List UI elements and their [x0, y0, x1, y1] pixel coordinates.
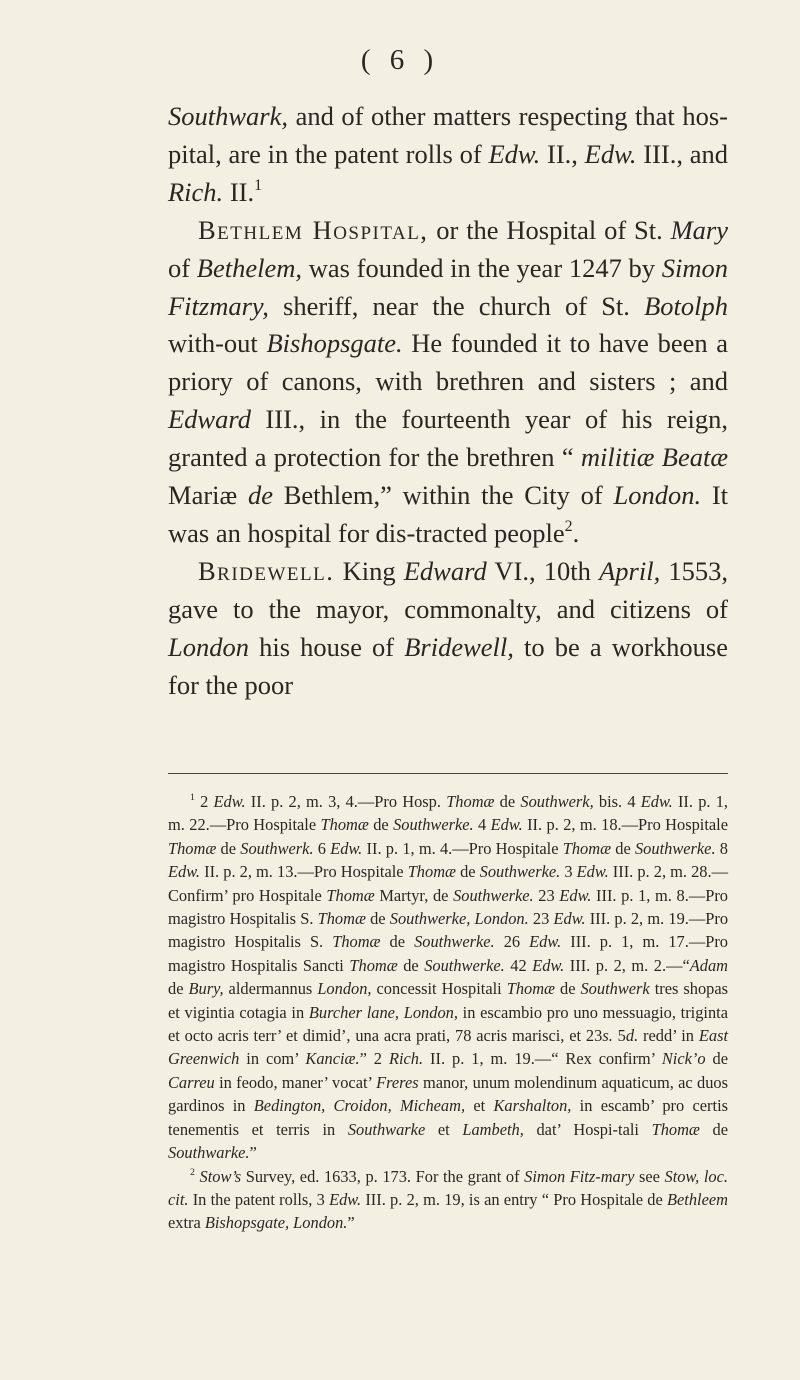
footnotes: [168, 790, 728, 1235]
italic-text: Southwerke.: [453, 885, 534, 905]
text-run: in escambio pro uno messuagio, triginta et octo acris terr’ et dimid’, una acra prati, 78 acris marisci, et 23: [168, 1002, 728, 1046]
italic-text: Edw.: [532, 955, 565, 975]
footnote-marker: 1: [190, 792, 195, 804]
text-run: ” 2: [359, 1049, 389, 1069]
italic-text: Stow’s: [199, 1166, 242, 1186]
text-run: II. p. 1, m. 4.—Pro Hospitale: [362, 838, 563, 858]
italic-text: Adam: [689, 955, 729, 975]
italic-text: Bedington, Croidon, Micheam,: [253, 1096, 466, 1116]
italic-text: Thomæ: [407, 862, 456, 882]
italic-text: d.: [625, 1026, 639, 1046]
text-run: Bethlem,” within the City of: [272, 480, 614, 511]
italic-text: Thomæ: [168, 838, 217, 858]
text-run: II. p. 2, m. 13.—Pro Hospitale: [200, 862, 408, 882]
footnote-marker: 1: [254, 176, 263, 194]
italic-text: Simon Fitzmary,: [168, 252, 728, 321]
italic-text: Southwarke: [347, 1119, 426, 1139]
text-run: King: [334, 555, 404, 586]
text-run: de: [494, 792, 521, 811]
main-text: [168, 98, 728, 705]
text-run: de: [699, 1119, 728, 1139]
paragraph-bridewell: [168, 553, 728, 705]
italic-text: Mary: [670, 214, 728, 245]
footnote-divider: [168, 773, 728, 774]
text-run: 4: [473, 815, 491, 835]
text-run: 23: [528, 909, 554, 929]
paragraph-southwark: [168, 98, 728, 212]
italic-text: Thomæ: [446, 792, 495, 811]
small-caps-heading: Bethlem Hospital,: [198, 214, 429, 245]
italic-text: Edward: [168, 404, 251, 435]
text-run: II.: [223, 176, 255, 207]
italic-text: Simon Fitz-mary: [524, 1166, 635, 1186]
italic-text: Carreu: [168, 1072, 215, 1092]
text-run: was founded in the year 1247 by: [302, 252, 662, 283]
text-run: III. p. 2, m. 2.—“: [564, 955, 690, 975]
text-run: ”: [347, 1213, 355, 1233]
italic-text: Edw.: [584, 138, 637, 169]
text-run: his house of: [249, 631, 405, 662]
italic-text: Freres: [376, 1072, 419, 1092]
text-run: de: [365, 909, 390, 929]
text-run: In the patent rolls, 3: [188, 1189, 330, 1209]
italic-text: Nick’o: [661, 1049, 706, 1069]
italic-text: Bethelem,: [196, 252, 302, 283]
text-run: III. p. 1, m. 17.—Pro magistro Hospitalis Sancti: [168, 932, 729, 975]
italic-text: de: [247, 480, 273, 511]
footnote-marker: 2: [190, 1166, 195, 1178]
italic-text: Bethleem: [667, 1189, 728, 1209]
footnote-marker: 2: [564, 517, 573, 535]
text-run: et: [465, 1096, 494, 1116]
text-run: ”: [249, 1143, 257, 1163]
italic-text: Rich.: [168, 176, 224, 207]
italic-text: London: [168, 631, 249, 662]
italic-text: Thomæ: [332, 932, 381, 952]
text-run: III. p. 2, m. 19, is an entry “ Pro Hospitale de: [361, 1189, 668, 1209]
text-run: in feodo, maner’ vocat’: [214, 1072, 377, 1092]
italic-text: Lambeth,: [462, 1119, 524, 1139]
text-run: see: [634, 1166, 665, 1186]
text-run: II. p. 2, m. 3, 4.—Pro Hosp.: [245, 792, 447, 811]
italic-text: Edw.: [640, 792, 673, 811]
text-run: 5: [612, 1026, 626, 1046]
text-run: dat’ Hospi-tali: [523, 1119, 652, 1139]
text-run: II. p. 1, m. 22.—Pro Hospitale: [168, 792, 729, 835]
text-run: with-out: [168, 328, 267, 359]
text-run: in escamb’ pro certis tenementis et terris in: [168, 1096, 729, 1139]
footnote-2: [168, 1165, 728, 1235]
text-run: III. p. 1, m. 8.—Pro magistro Hospitalis S.: [168, 885, 729, 929]
italic-text: London,: [317, 979, 372, 999]
italic-text: Thomæ: [326, 885, 375, 905]
text-run: bis. 4: [593, 792, 641, 811]
italic-text: Southwerke.: [414, 932, 495, 952]
text-run: 8: [715, 838, 729, 858]
italic-text: Rich.: [388, 1049, 424, 1069]
italic-text: April,: [599, 555, 661, 586]
italic-text: Thomæ: [320, 815, 369, 835]
italic-text: Edw.: [488, 138, 541, 169]
text-run: 3: [560, 862, 577, 882]
italic-text: Southwerke.: [424, 955, 505, 975]
text-run: de: [611, 838, 635, 858]
text-run: VI., 10th: [486, 555, 600, 586]
text-run: aldermannus: [223, 979, 318, 999]
italic-text: Bridewell,: [404, 631, 514, 662]
italic-text: Edw.: [213, 792, 246, 811]
text-run: III. p. 2, m. 19.—Pro magistro Hospitalis S.: [168, 909, 729, 952]
italic-text: Southwerk: [580, 979, 650, 999]
text-run: to be a workhouse for the poor: [168, 631, 728, 700]
italic-text: Bishopsgate.: [266, 328, 403, 359]
small-caps-heading: Bridewell.: [198, 555, 335, 586]
italic-text: Southwerke, London.: [389, 909, 529, 929]
text-run: de: [380, 932, 415, 952]
text-run: II. p. 1, m. 19.—“ Rex confirm’: [423, 1049, 662, 1069]
text-run: and of other matters respecting that hos-pital, are in the patent rolls of: [168, 101, 728, 169]
text-run: It was an hospital for dis-tracted people: [168, 480, 729, 548]
italic-text: Karshalton,: [493, 1096, 572, 1116]
text-run: de: [168, 979, 189, 999]
footnote-1: [168, 790, 728, 1165]
italic-text: Edw.: [553, 909, 586, 929]
text-run: de: [216, 838, 241, 858]
text-run: de: [455, 862, 480, 882]
text-run: III., in the fourteenth year of his reign, granted a protection for the brethren “: [168, 404, 728, 473]
text-run: Martyr, de: [374, 885, 454, 905]
italic-text: Edw.: [559, 885, 592, 905]
text-run: redd’ in: [638, 1026, 699, 1046]
italic-text: Thomæ: [562, 838, 612, 858]
text-run: III. p. 2, m. 28.—Confirm’ pro Hospitale: [168, 862, 728, 905]
text-run: 23: [533, 885, 560, 905]
italic-text: Southwerke.: [634, 838, 716, 858]
text-run: de: [397, 955, 425, 975]
text-run: tres shopas et vigintia cotagia in: [168, 979, 728, 1022]
text-run: II.,: [540, 138, 585, 169]
italic-text: Southwerk.: [240, 838, 314, 858]
text-run: 1553, gave to the mayor, commonalty, and citizens of: [168, 555, 729, 624]
italic-text: Southwark,: [168, 101, 288, 131]
italic-text: Southwerke.: [393, 815, 474, 835]
italic-text: Southwerke.: [479, 862, 561, 882]
text-run: concessit Hospitali: [371, 979, 507, 999]
text-run: He founded it to have been a priory of canons, with brethren and sisters ; and: [168, 328, 728, 397]
italic-text: Edw.: [168, 862, 201, 882]
text-run: Mariæ: [168, 480, 248, 511]
text-run: 6: [313, 838, 331, 858]
italic-text: Thomæ: [317, 909, 366, 929]
text-run: or the Hospital of St.: [428, 214, 671, 245]
italic-text: Botolph: [644, 290, 728, 321]
text-run: II. p. 2, m. 18.—Pro Hospitale: [522, 815, 729, 835]
text-run: .: [572, 517, 580, 548]
italic-text: Edw.: [576, 862, 609, 882]
text-run: in com’: [239, 1049, 306, 1069]
italic-text: Southwarke.: [168, 1143, 250, 1163]
italic-text: Southwerk,: [520, 792, 594, 811]
italic-text: Edw.: [529, 932, 562, 952]
text-run: 26: [494, 932, 530, 952]
italic-text: East Greenwich: [168, 1026, 728, 1069]
italic-text: Bury,: [188, 979, 224, 999]
italic-text: Edw.: [490, 815, 523, 835]
italic-text: Thomæ: [651, 1119, 700, 1139]
text-run: sheriff, near the church of St.: [268, 290, 645, 321]
text-run: de: [555, 979, 581, 999]
text-run: Survey, ed. 1633, p. 173. For the grant of: [241, 1166, 525, 1186]
page-number: ( 6 ): [360, 44, 440, 76]
text-run: manor, unum molendinum aquaticum, ac duos gardinos in: [168, 1072, 728, 1116]
italic-text: Burcher lane, London,: [308, 1002, 458, 1022]
text-run: de: [705, 1049, 728, 1069]
italic-text: militiæ Beatæ: [580, 442, 728, 473]
italic-text: Stow, loc. cit.: [168, 1166, 728, 1209]
text-run: de: [368, 815, 394, 835]
italic-text: Edw.: [330, 838, 363, 858]
text-run: extra: [168, 1213, 205, 1233]
italic-text: Kanciæ.: [305, 1049, 360, 1069]
italic-text: Edw.: [329, 1189, 362, 1209]
italic-text: s.: [602, 1026, 613, 1046]
text-run: 42: [504, 955, 533, 975]
text-run: of: [168, 252, 197, 283]
italic-text: Thomæ: [506, 979, 555, 999]
text-run: 2: [194, 792, 214, 811]
italic-text: Bishopsgate, London.: [204, 1213, 348, 1233]
text-run: et: [425, 1119, 463, 1139]
paragraph-bethlem-hospital: [168, 212, 728, 553]
italic-text: London.: [613, 480, 702, 511]
italic-text: Thomæ: [349, 955, 398, 975]
italic-text: Edward: [403, 555, 487, 586]
text-run: III., and: [636, 138, 728, 169]
